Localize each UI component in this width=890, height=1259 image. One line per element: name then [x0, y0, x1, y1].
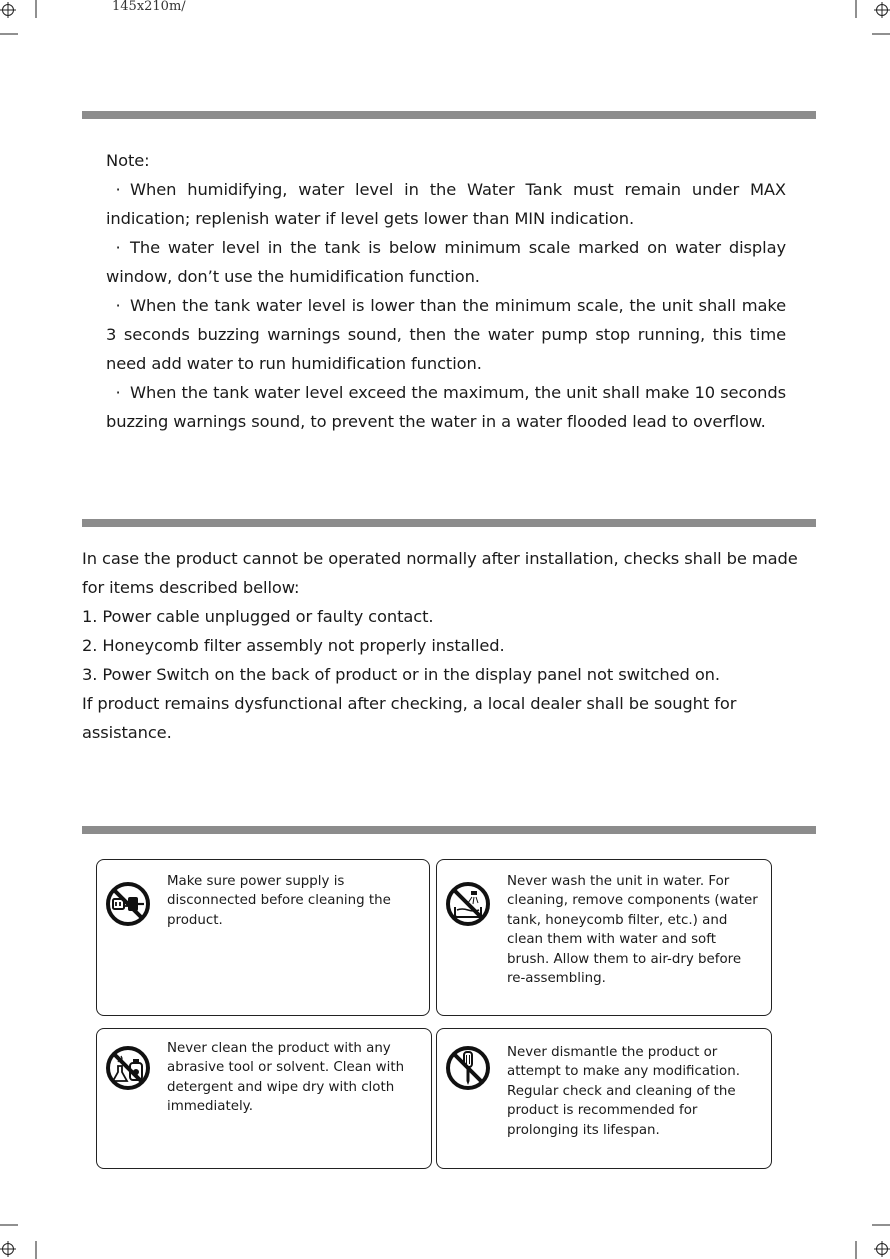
troubleshooting-outro: If product remains dysfunctional after checking, a local dealer shall be sought for assistance.	[82, 694, 737, 742]
cleaning-card	[436, 859, 772, 1016]
note-bullet: · When the tank water level exceed the maximum, the unit shall make 10 seconds buzzing warnings sound, to prevent the water in a water flooded lead to overflow.	[106, 378, 786, 436]
note-bullet: · The water level in the tank is below minimum scale marked on water display window, don’t use the humidification function.	[106, 233, 786, 291]
no-water-wash-icon	[446, 882, 490, 926]
note-bullet: · When humidifying, water level in the Water Tank must remain under MAX indication; replenish water if level gets lower than MIN indication.	[106, 175, 786, 233]
section-divider	[82, 826, 816, 834]
registration-mark-icon	[874, 1241, 890, 1257]
bullet-dot-icon: ·	[115, 180, 121, 199]
troubleshooting-intro: In case the product cannot be operated normally after installation, checks shall be made for items described bellow:	[82, 549, 798, 597]
no-solvent-icon	[106, 1046, 150, 1090]
no-screwdriver-icon	[446, 1046, 490, 1090]
note-bullet: · When the tank water level is lower than the minimum scale, the unit shall make 3 seconds buzzing warnings sound, then the water pump stop running, this time need add water to run humidification function.	[106, 291, 786, 378]
cleaning-card-text: Never clean the product with any abrasive tool or solvent. Clean with detergent and wipe dry with cloth immediately.	[167, 1041, 405, 1115]
note-section	[106, 146, 786, 436]
no-plug-icon	[106, 882, 150, 926]
cleaning-card	[96, 1028, 432, 1169]
bullet-dot-icon: ·	[115, 383, 121, 402]
note-title: Note:	[106, 151, 150, 170]
bullet-dot-icon: ·	[115, 296, 121, 315]
cleaning-card	[96, 859, 430, 1016]
cleaning-card-text: Never dismantle the product or attempt to make any modification. Regular check and cleaning of the product is recommended for prolonging its lifespan.	[507, 1045, 740, 1138]
troubleshooting-item: 3. Power Switch on the back of product or in the display panel not switched on.	[82, 665, 720, 684]
cleaning-card	[436, 1028, 772, 1169]
registration-mark-icon	[0, 1241, 16, 1257]
registration-mark-icon	[0, 2, 16, 18]
registration-mark-icon	[874, 2, 890, 18]
section-divider	[82, 111, 816, 119]
cleaning-card-text: Make sure power supply is disconnected before cleaning the product.	[167, 874, 391, 928]
troubleshooting-item: 2. Honeycomb filter assembly not properly installed.	[82, 636, 505, 655]
cleaning-card-text: Never wash the unit in water. For cleaning, remove components (water tank, honeycomb filter, etc.) and clean them with water and soft brush. Allow them to air-dry before re-assembling.	[507, 874, 758, 987]
section-divider	[82, 519, 816, 527]
troubleshooting-item: 1. Power cable unplugged or faulty contact.	[82, 607, 434, 626]
page-size-label: 145x210m/	[112, 0, 186, 14]
bullet-dot-icon: ·	[115, 238, 121, 257]
troubleshooting-section	[82, 544, 802, 747]
